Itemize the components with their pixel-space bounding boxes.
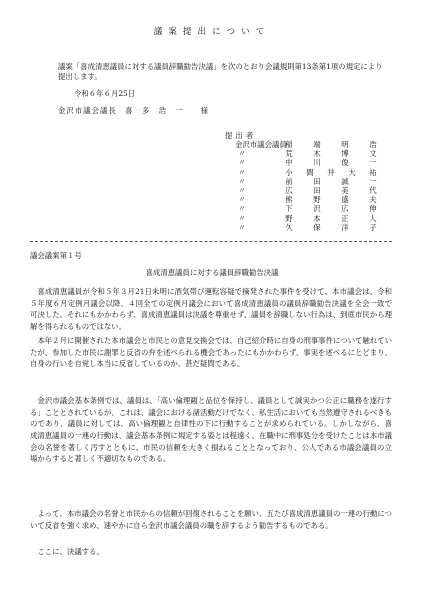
name-char: 美 [341, 186, 349, 195]
name-char: 誠 [341, 176, 349, 186]
name-char: 間 [306, 167, 314, 177]
name-char: 伸 [369, 204, 377, 214]
section-divider [30, 241, 392, 242]
name-char: 保 [313, 222, 321, 232]
name-char: 川 [313, 158, 321, 168]
ditto-mark: 〃 [238, 204, 246, 214]
submitter-name [283, 214, 379, 224]
name-char: 広 [285, 186, 293, 195]
submitter-name [283, 168, 379, 178]
name-char: 正 [341, 213, 349, 223]
ditto-mark: 〃 [238, 158, 246, 168]
ditto-mark: 〃 [238, 149, 246, 159]
name-char: 熊 [285, 195, 293, 205]
name-char: 浩 [369, 140, 377, 149]
name-char: 田 [313, 186, 321, 195]
name-char: 野 [313, 195, 321, 205]
resolution-number: 議会議案第１号 [30, 251, 82, 260]
addressee: 金沢市議会議長 喜 多 浩 一 様 [58, 106, 210, 115]
name-char: 広 [341, 204, 349, 214]
ditto-mark: 〃 [238, 213, 246, 223]
name-char: 一 [369, 158, 377, 168]
name-char: 木 [313, 149, 321, 159]
resolution-paragraph: 本年２月に開催された本市議会と市民との意見交換会では、自己紹介時に自身の刑事事件について触れていたが、参加した市民に謝罪と反省の弁を述べられる機会であったにもかかわらず、事実を述べるにとどまり、自身の行いを自覚し本当に反省しているのか、甚だ疑問である。 [30, 336, 392, 369]
name-char: 久 [285, 222, 293, 232]
resolution-paragraph: ここに、決議する。 [37, 547, 104, 556]
name-char: 稲 [285, 140, 293, 149]
submitter-name [283, 186, 379, 196]
name-char: 文 [369, 149, 377, 159]
name-char: 代 [369, 186, 377, 195]
name-char: 田 [313, 176, 321, 186]
name-char: 洋 [341, 222, 349, 232]
resolution-paragraph: 喜成清恵議員が令和５年３月21日未明に酒気帯び運転容疑で摘発された事件を受けて、本市議会は、令和５年度６月定例月議会以降、４回全ての定例月議会において喜成清恵議員の議員辞職勧告決議を全会一致で可決した。それにもかかわらず、喜成清恵議員は決議を尊重せず、議員を辞職しない行為は、到底市民から理解を得られるものではない。 [30, 287, 392, 332]
name-char: 野 [285, 213, 293, 223]
submitter-name [283, 140, 379, 150]
name-char: 小 [285, 167, 293, 177]
ditto-mark: 〃 [238, 186, 246, 195]
name-char: 荒 [285, 149, 293, 159]
name-char: 下 [285, 204, 293, 214]
name-char: 俊 [341, 158, 349, 168]
document-title: 議案提出について [153, 27, 271, 37]
name-char: 大 [348, 167, 356, 177]
name-char: 博 [341, 149, 349, 159]
submitter-label: 提出者 [225, 131, 257, 140]
ditto-mark: 〃 [238, 222, 246, 232]
name-char: 端 [313, 140, 321, 149]
submitter-name [283, 158, 379, 168]
name-char: 井 [327, 167, 335, 177]
resolution-title: 喜成清恵議員に対する議員辞職勧告決議 [145, 268, 279, 277]
name-char: 中 [285, 158, 293, 168]
resolution-paragraph: 金沢市議会基本条例では、議員は、「高い倫理観と品位を保持し、議員として誠実かつ公正に職務を遂行する」こととされているが、これは、議会における諸活動だけでなく、私生活においても当然遵守されるべきものであり、議員に対しては、高い倫理観と自律性の下に行動することが求められている。しかしながら、喜成清恵議員の一連の行動は、議会基本条例に規定する姿とは程遠く、在職中に刑事処分を受けたことは本市議会の名誉を著しく汚すとともに、市民の信頼を大きく損ねることとなっており、公人である市議会議員の立場からすると著しく不適切なものである。 [30, 396, 392, 464]
name-char: 夫 [369, 195, 377, 205]
submitter-name [283, 195, 379, 205]
submitter-assembly: 金沢市議会議員 [235, 140, 287, 149]
name-char: 本 [313, 213, 321, 223]
name-char: 前 [285, 176, 293, 186]
submission-date: 令和６年６月25日 [74, 89, 136, 98]
name-char: 一 [369, 176, 377, 186]
name-char: 祐 [369, 167, 377, 177]
submitter-name [283, 177, 379, 187]
resolution-paragraph: よって、本市議会の名誉と市民からの信頼が回復されることを願い、五たび喜成清恵議員の一連の行動について反省を強く求め、速やかに自ら金沢市議会議員の職を辞するよう勧告するものである。 [30, 509, 392, 530]
submitter-name [283, 204, 379, 214]
intro-text: 議案「喜成清恵議員に対する議員辞職勧告決議」を次のとおり会議規則第13条第1項の規定により提出します。 [58, 62, 383, 82]
ditto-mark: 〃 [238, 176, 246, 186]
submitter-name [283, 149, 379, 159]
name-char: 盛 [341, 195, 349, 205]
name-char: 明 [341, 140, 349, 149]
name-char: 沢 [313, 204, 321, 214]
submitter-name [283, 223, 379, 233]
ditto-mark: 〃 [238, 167, 246, 177]
name-char: 人 [369, 213, 377, 223]
ditto-mark: 〃 [238, 195, 246, 205]
name-char: 子 [369, 222, 377, 232]
